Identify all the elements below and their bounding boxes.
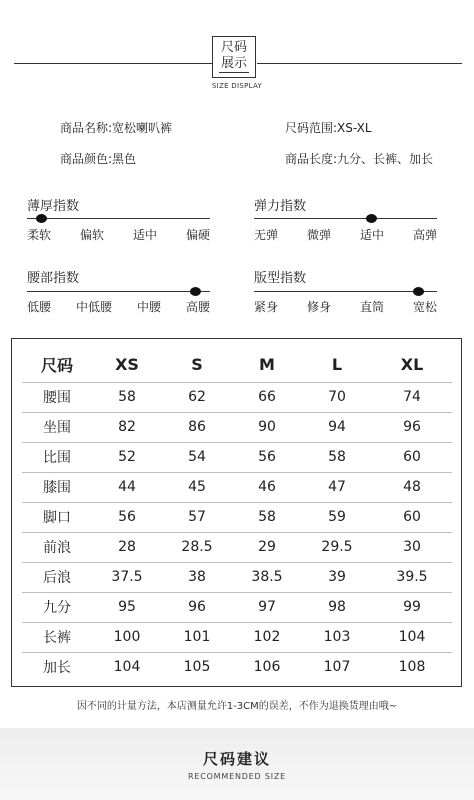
table-cell: 104 [398,629,426,645]
table-cell: 九分 [43,600,71,616]
table-cell: 后浪 [43,570,71,586]
fit-label-1: 紧身 [254,300,279,314]
table-cell: 56 [258,449,276,465]
waist-label-3: 中腰 [136,300,161,314]
waist-index-track [27,291,210,292]
waist-label-1: 低腰 [27,300,52,314]
table-cell: 95 [118,599,136,615]
table-row [22,412,452,443]
table-cell: 38.5 [251,569,283,585]
waist-label-4: 高腰 [185,300,210,314]
table-cell: 90 [258,419,276,435]
size-table [11,338,462,687]
measurement-note: 因不同的计量方法，本店测量允许1-3CM的误差，不作为退换货理由哦~ [76,701,398,712]
table-header-cell: XL [400,354,424,374]
product-color: 商品颜色:黑色 [60,152,137,166]
thickness-label-1: 柔软 [27,228,52,242]
table-cell: 46 [258,479,276,495]
table-cell: 29.5 [321,539,353,555]
table-header-row [22,346,452,383]
table-cell: 坐围 [43,420,71,436]
waist-label-2: 中低腰 [75,300,112,314]
table-header-cell: M [259,354,275,374]
table-row [22,382,452,413]
table-cell: 98 [328,599,346,615]
header-title-line2: 展示 [220,56,247,71]
table-cell: 膝围 [43,480,71,496]
table-cell: 比围 [43,450,71,466]
table-cell: 30 [403,539,421,555]
table-cell: 长裤 [43,630,71,646]
table-cell: 96 [403,419,421,435]
thickness-index-title: 薄厚指数 [27,199,80,214]
table-cell: 60 [403,509,421,525]
table-cell: 60 [403,449,421,465]
table-cell: 39 [328,569,346,585]
table-row [22,562,452,593]
product-name: 商品名称:宽松喇叭裤 [60,121,173,135]
thickness-label-3: 适中 [132,228,157,242]
table-cell: 103 [323,629,351,645]
elasticity-index-labels [254,226,437,243]
header-title-line1: 尺码 [220,40,247,55]
waist-index-marker [190,287,201,296]
fit-index-marker [413,287,424,296]
table-header-cell: S [191,354,203,374]
size-range: 尺码范围:XS-XL [285,121,372,135]
table-row [22,622,452,653]
table-cell: 脚口 [43,510,71,526]
table-cell: 99 [403,599,421,615]
table-cell: 29 [258,539,276,555]
header-line-left [14,63,212,64]
table-cell: 45 [188,479,206,495]
table-cell: 108 [398,659,426,675]
elasticity-index-track [254,218,437,219]
table-cell: 86 [188,419,206,435]
table-row [22,532,452,563]
table-header-cell: L [331,354,343,374]
table-cell: 37.5 [111,569,143,585]
elasticity-label-1: 无弹 [254,228,279,242]
table-cell: 100 [113,629,141,645]
table-header-cell: XS [115,354,139,374]
table-row [22,502,452,533]
elasticity-index-title: 弹力指数 [254,199,307,214]
table-cell: 前浪 [43,540,71,556]
table-row [22,442,452,473]
table-header-cell: 尺码 [40,355,73,375]
table-cell: 58 [118,389,136,405]
fit-index-labels [254,298,437,315]
thickness-index-marker [36,214,47,223]
header-title-box [212,36,256,78]
table-cell: 28.5 [181,539,213,555]
table-cell: 104 [113,659,141,675]
table-cell: 66 [258,389,276,405]
waist-index-labels [27,298,210,315]
thickness-index-track [27,218,210,219]
fit-label-2: 修身 [306,300,331,314]
fit-label-4: 宽松 [412,300,437,314]
elasticity-label-4: 高弹 [412,228,437,242]
table-cell: 70 [328,389,346,405]
table-row [22,592,452,623]
table-cell: 57 [188,509,206,525]
table-cell: 96 [188,599,206,615]
thickness-index-labels [27,226,210,243]
table-cell: 82 [118,419,136,435]
elasticity-label-3: 适中 [359,228,384,242]
table-row [22,652,452,682]
fit-label-3: 直筒 [359,300,384,314]
table-cell: 38 [188,569,206,585]
table-cell: 47 [328,479,346,495]
fit-index-title: 版型指数 [254,271,307,286]
table-cell: 58 [258,509,276,525]
table-row [22,472,452,503]
header-subtitle: SIZE DISPLAY [211,82,263,90]
table-cell: 加长 [43,660,71,676]
table-cell: 52 [118,449,136,465]
product-length: 商品长度:九分、长裤、加长 [285,152,434,166]
table-cell: 44 [118,479,136,495]
table-cell: 97 [258,599,276,615]
thickness-label-4: 偏硬 [185,228,210,242]
table-cell: 59 [328,509,346,525]
elasticity-label-2: 微弹 [306,228,331,242]
table-cell: 48 [403,479,421,495]
table-cell: 107 [323,659,351,675]
recommended-size-subtitle: RECOMMENDED SIZE [187,772,287,781]
table-cell: 105 [183,659,211,675]
recommended-size-title: 尺码建议 [202,750,271,768]
table-cell: 102 [253,629,281,645]
waist-index-title: 腰部指数 [27,271,80,286]
elasticity-index-marker [366,214,377,223]
table-cell: 62 [188,389,206,405]
thickness-label-2: 偏软 [79,228,104,242]
table-cell: 56 [118,509,136,525]
header-line-right [257,63,462,64]
table-cell: 106 [253,659,281,675]
table-cell: 39.5 [396,569,428,585]
table-cell: 101 [183,629,211,645]
table-cell: 94 [328,419,346,435]
table-cell: 腰围 [43,390,71,406]
fit-index-track [254,291,437,292]
table-cell: 58 [328,449,346,465]
table-cell: 28 [118,539,136,555]
table-cell: 74 [403,389,421,405]
table-cell: 54 [188,449,206,465]
